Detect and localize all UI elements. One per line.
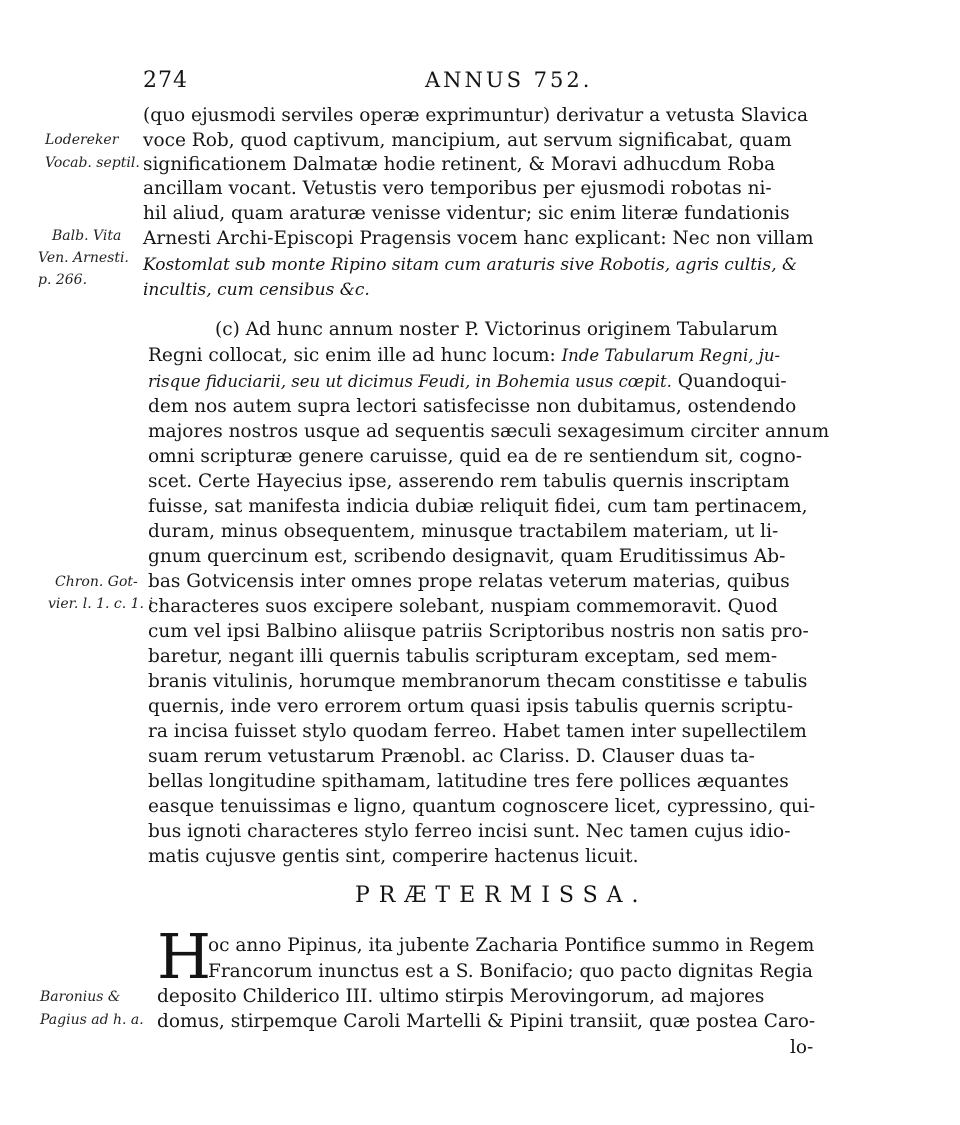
text-line: fuisse, sat manifesta indicia dubiæ reliquit fidei, cum tam pertinacem, [148,496,808,517]
text-line: Francorum inunctus est a S. Bonifacio; quo pacto dignitas Regia [208,961,813,982]
margin-note: Lodereker [45,132,119,148]
margin-note: Pagius ad h. a. [40,1012,144,1028]
section-title: PRÆTERMISSA. [355,883,648,908]
text-line: deposito Childerico III. ultimo stirpis Merovingorum, ad majores [157,986,765,1007]
text-line: (c) Ad hunc annum noster P. Victorinus originem Tabularum [215,319,778,340]
text-line: omni scripturæ genere caruisse, quid ea de re sentiendum sit, cogno- [148,446,803,467]
text-line: matis cujusve gentis sint, comperire hactenus licuit. [148,846,639,867]
margin-note: Vocab. septil. [45,155,140,171]
text-line: oc anno Pipinus, ita jubente Zacharia Pontifice summo in Regem [208,935,815,956]
margin-note: Balb. Vita [52,228,122,244]
margin-note: Chron. Got- [55,574,138,590]
text-line: suam rerum vetustarum Prænobl. ac Clariss. D. Clauser duas ta- [148,746,755,767]
text-line: Kostomlat sub monte Ripino sitam cum araturis sive Robotis, agris cultis, & [143,255,798,275]
catchword: lo- [790,1037,814,1058]
text-line: incultis, cum censibus &c. [143,280,370,300]
text-segment: Quandoqui- [671,371,787,392]
margin-note: vier. l. 1. c. 1. i [48,596,153,612]
text-line: voce Rob, quod captivum, mancipium, aut servum significabat, quam [143,130,792,151]
text-line: significationem Dalmatæ hodie retinent, & Moravi adhucdum Roba [143,154,776,175]
text-line: baretur, negant illi quernis tabulis scripturam exceptam, sed mem- [148,646,778,667]
drop-cap: H [157,920,212,993]
margin-note: p. 266. [38,272,88,288]
text-line: ra incisa fuisset stylo quodam ferreo. Habet tamen inter supellectilem [148,721,807,742]
text-line: Arnesti Archi-Episcopi Pragensis vocem hanc explicant: Nec non villam [143,228,814,249]
text-line: hil aliud, quam araturæ venisse videntur; sic enim literæ fundationis [143,203,790,224]
text-line: scet. Certe Hayecius ipse, asserendo rem tabulis quernis inscriptam [148,471,790,492]
text-line: bas Gotvicensis inter omnes prope relatas veterum materias, quibus [148,571,790,592]
text-line: branis vitulinis, horumque membranorum thecam constitisse e tabulis [148,671,808,692]
text-line: majores nostros usque ad sequentis sæculi sexagesimum circiter annum [148,421,830,442]
text-line: characteres suos excipere solebant, nuspiam commemoravit. Quod [148,596,778,617]
text-line: ancillam vocant. Vetustis vero temporibus per ejusmodi robotas ni- [143,178,772,199]
text-line: cum vel ipsi Balbino aliisque patriis Scriptoribus nostris non satis pro- [148,621,809,642]
margin-note: Ven. Arnesti. [38,250,129,266]
text-line: duram, minus obsequentem, minusque tractabilem materiam, ut li- [148,521,779,542]
text-line: (quo ejusmodi serviles operæ exprimuntur) derivatur a vetusta Slavica [143,105,808,126]
text-line: bellas longitudine spithamam, latitudine tres fere pollices æquantes [148,771,789,792]
running-head: ANNUS 752. [425,68,593,92]
page-number: 274 [143,68,188,93]
text-line: domus, stirpemque Caroli Martelli & Pipini transiit, quæ postea Caro- [157,1011,816,1032]
quote-segment: Inde Tabularum Regni, ju- [561,346,781,365]
text-line: gnum quercinum est, scribendo designavit, quam Eruditissimus Ab- [148,546,786,567]
margin-note: Baronius & [40,989,121,1005]
text-line: quernis, inde vero errorem ortum quasi ipsis tabulis quernis scriptu- [148,696,794,717]
text-line: bus ignoti characteres stylo ferreo incisi sunt. Nec tamen cujus idio- [148,821,791,842]
text-line: dem nos autem supra lectori satisfecisse non dubitamus, ostendendo [148,396,797,417]
text-line: easque tenuissimas e ligno, quantum cognoscere licet, cypressino, qui- [148,796,816,817]
text-segment: Regni collocat, sic enim ille ad hunc locum: [148,345,562,366]
quote-segment: risque fiduciarii, seu ut dicimus Feudi, in Bohemia usus cœpit. [148,372,672,391]
